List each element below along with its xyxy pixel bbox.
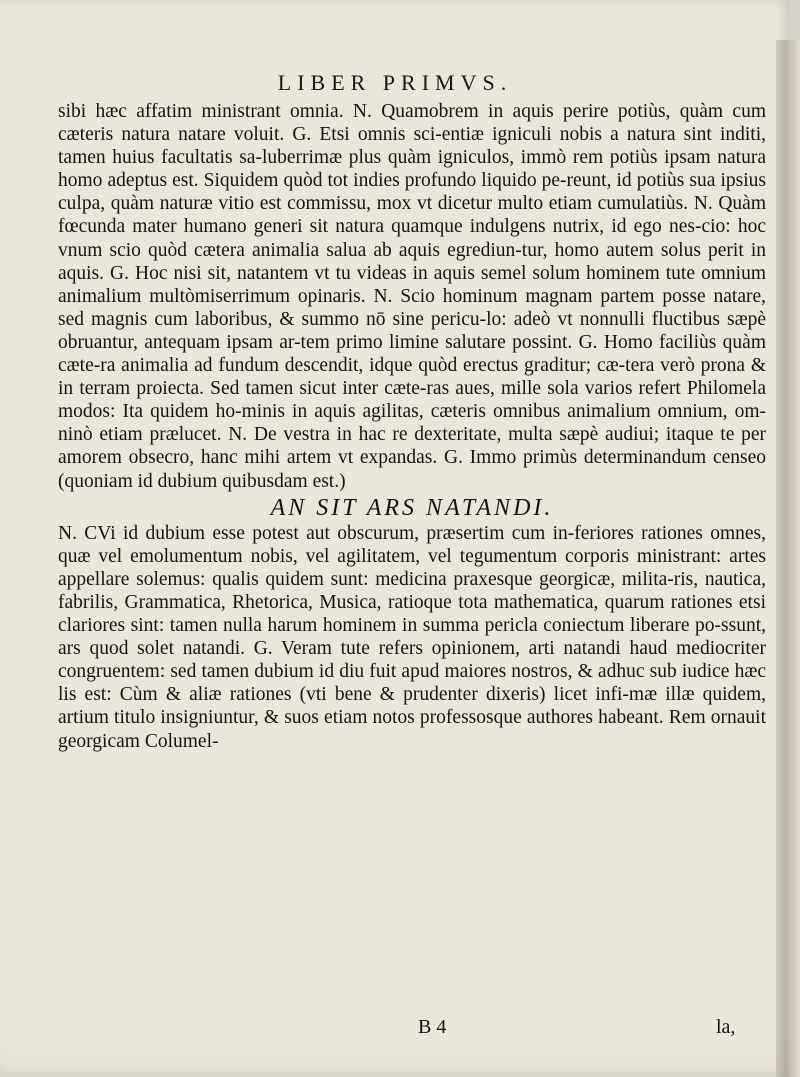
page-edge	[776, 40, 800, 1077]
running-header: LIBER PRIMVS.	[277, 70, 513, 95]
signature-mark: B 4	[418, 1016, 447, 1038]
section-title: AN SIT ARS NATANDI.	[270, 494, 554, 521]
catchword: la,	[716, 1016, 736, 1038]
paper-shading	[0, 1040, 790, 1077]
paragraph-1: sibi hæc affatim ministrant omnia. N. Quamobrem in aquis perire potiùs, quàm cum cæteris natura natare voluit. G. Etsi omnis sci-entiæ igniculi nobis a natura sint inditi, tamen huius facultatis sa-luberrimæ plus quàm igniculos, immò rem potiùs ipsam natura homo adeptus est. Siquidem quòd tot indies profundo liquido pe-reunt, id potiùs sua ipsius culpa, quàm naturæ vitio est commissu, mox vt dicetur multo etiam cumulatiùs. N. Quàm fœcunda mater humano generi sit natura quamque indulgens nutrix, id ego nes-cio: hoc vnum scio quòd cætera animalia salua ab aquis egrediun-tur, homo autem solus perit in aquis. G. Hoc nisi sit, natantem vt tu videas in aquis semel solum hominem tute omnium animalium multòmiserrimum opinaris. N. Scio hominum magnam partem posse natare, sed magnis cum laboribus, & summo nō sine pericu-lo: adeò vt nonnulli fluctibus sæpè obruantur, antequam ipsam ar-tem primo limine salutare possint. G. Homo faciliùs quàm cæte-ra animalia ad fundum descendit, idque quòd erectus graditur; cæ-tera verò prona & in terram proiecta. Sed tamen sicut inter cæte-ras aues, mille sola varios refert Philomela modos: Ita quidem ho-minis in aquis agilitas, cæteris omnibus animalium omnium, om-ninò etiam prælucet. N. De vestra in hac re dexteritate, multa sæpè audiui; itaque te per amorem obsecro, hanc mihi artem vt expandas. G. Immo primùs determinandum censeo (quoniam id dubium quibusdam est.)	[58, 101, 766, 492]
page-body	[58, 100, 766, 753]
paragraph-2: N. CVi id dubium esse potest aut obscurum, præsertim cum in-feriores rationes omnes, quæ vel emolumentum nobis, vel agilitatem, vel tegumentum corporis ministrant: artes appellare solemus: qualis quidem sunt: medicina praxesque georgicæ, milita-ris, nautica, fabrilis, Grammatica, Rhetorica, Musica, ratioque tota mathematica, quarum rationes etsi clariores sint: tamen nulla harum hominem in summa pericla coniectum liberare po-ssunt, ars quod solet natandi. G. Veram tute refers opinionem, arti natandi haud mediocriter congruentem: sed tamen dubium id diu fuit apud maiores nostros, & adhuc sub iudice hæc lis est: Cùm & aliæ rationes (vti bene & prudenter dixeris) licet infi-mæ illæ quidem, artium titulo insigniuntur, & suos etiam notos professosque authores habeant. Rem ornauit georgicam Columel-	[58, 522, 766, 752]
